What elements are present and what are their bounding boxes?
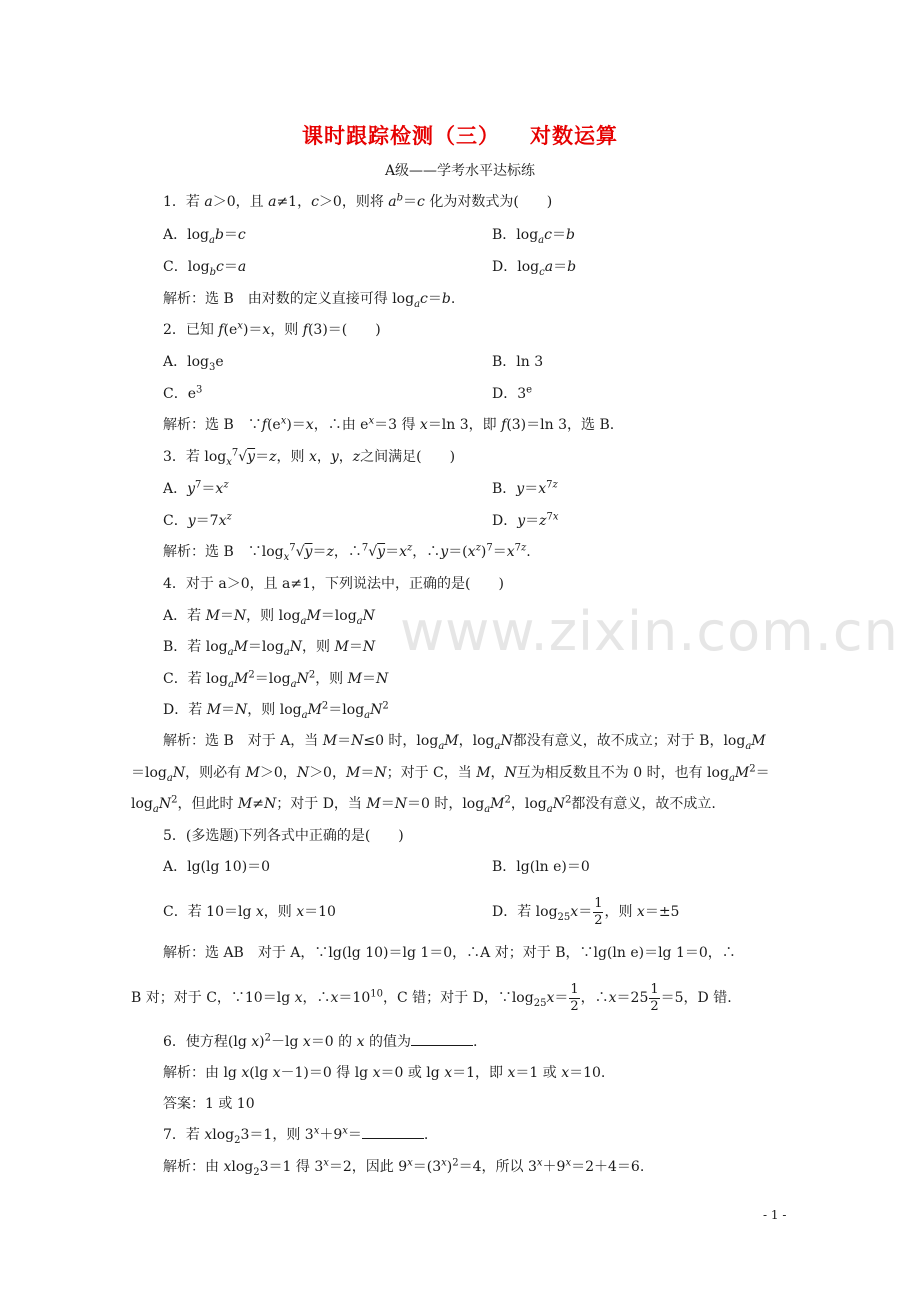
question-4-option-c: C．若 $\log_aM^2=\log_aN^2$，则 M＝N — [163, 669, 389, 690]
question-2-option-a: A．$\log_3e$ — [163, 354, 224, 373]
question-4-stem: 4．对于 a＞0，且 a≠1，下列说法中，正确的是( ) — [163, 576, 504, 592]
question-2-option-d: D．3e — [492, 384, 533, 402]
question-5-option-d: D．若 $\log_{25}x=$ $\frac{1}{2}$ ，则 x＝±5 — [492, 895, 680, 928]
question-3-option-a: A．$y^7=x^z$ — [163, 479, 229, 497]
question-4-option-b: B．若 $\log_aM=\log_aN$，则 M＝N — [163, 639, 376, 658]
question-7-stem: 7．若 xlog$_2$3＝1，则 $3^x+9^x=$ . — [163, 1125, 429, 1146]
question-4-option-a: A．若 M＝N，则 $\log_aM=\log_aN$ — [163, 608, 375, 627]
question-2-stem: 2．已知 $f(e^x)=x$，则 f(3)＝( ) — [163, 320, 381, 338]
question-5-stem: 5．(多选题)下列各式中正确的是( ) — [163, 828, 404, 844]
question-2-answer: 解析：选 B $\because f(e^x)=x$，∴由 $e^x=3$ 得 x＝ln 3，即 f(3)＝ln 3，选 B. — [163, 415, 615, 433]
question-5-answer-line-2: B 对；对于 C，∵10＝lg x，$\therefore x=10^{10}$，C 错；对于 D，$\because\log_{25}x=$ $\frac{1}{2}$ ，∴x＝25 $\frac{1}{2}$ ＝5，D 错. — [131, 981, 732, 1014]
question-6-answer: 解析：由 lg x(lg x－1)＝0 得 lg x＝0 或 lg x＝1，即 x＝1 或 x＝10. — [163, 1065, 606, 1081]
question-3-option-d: D．$y=z^{7x}$ — [492, 511, 559, 529]
question-3-answer: 解析：选 B $\because\log_x^7√y=z$，$\therefore^7√y=x^z$，$\therefore y=(x^z)^7=x^{7z}$. — [163, 542, 531, 563]
section-subtitle: A级——学考水平达标练 — [384, 163, 536, 179]
question-1-stem: 1．若 a＞0，且 a≠1，c＞0，则将 $a^b=c$ 化为对数式为( ) — [163, 192, 553, 210]
question-6-final-answer: 答案：1 或 10 — [163, 1096, 255, 1112]
question-3-option-b: B．$y=x^{7z}$ — [492, 479, 558, 497]
question-4-answer-line-1: 解析：选 B 对于 A，当 M＝N≤0 时，$\log_aM$，$\log_aN$都没有意义，故不成立；对于 B，$\log_aM$ — [163, 733, 766, 752]
page-title: 课时跟踪检测（三） 对数运算 — [302, 124, 618, 148]
watermark-text: www.zixin.com.cn — [400, 600, 899, 663]
question-5-option-b: B．lg(ln e)＝0 — [492, 859, 590, 875]
question-4-option-d: D．若 M＝N，则 $\log_aM^2=\log_aN^2$ — [163, 700, 389, 721]
question-1-option-a: A．$\log_ab=c$ — [163, 227, 246, 246]
fraction-half: $\frac{1}{2}$ — [594, 895, 603, 928]
question-6-stem: 6．使方程(lg x)$^2$－lg x＝0 的 x 的值为 . — [163, 1032, 478, 1050]
question-5-option-c: C．若 10＝lg x，则 x＝10 — [163, 904, 336, 920]
question-1-answer: 解析：选 B 由对数的定义直接可得 $\log_ac=b$. — [163, 291, 456, 310]
answer-blank — [411, 1033, 473, 1046]
question-2-option-c: C．$e^3$ — [163, 384, 203, 402]
question-4-answer-line-3: $\log_aN^2$，但此时 M≠N；对于 D，当 M＝N＝0 时，$\log_aM^2$，$\log_aN^2$都没有意义，故不成立. — [131, 794, 716, 815]
question-7-answer: 解析：由 xlog$_2$3＝1 得 $3^x=2$，因此 $9^x=(3^x)^2=4$，所以 $3^x+9^x=2+4=6$. — [163, 1157, 645, 1178]
question-1-option-b: B．$\log_ac=b$ — [492, 227, 575, 246]
page-number: - 1 - — [763, 1208, 787, 1222]
question-4-answer-line-2: $=\log_aN$，则必有 M＞0，N＞0，M＝N；对于 C，当 M，N互为相反数且不为 0 时，也有 $\log_aM^2=$ — [131, 763, 770, 784]
question-3-stem: 3．若 $\log_x^7√y=z$，则 x，y，z之间满足( ) — [163, 447, 456, 468]
question-1-option-c: C．$\log_bc=a$ — [163, 259, 247, 278]
question-1-option-d: D．$\log_ca=b$ — [492, 259, 577, 278]
question-3-option-c: C．$y=7x^z$ — [163, 511, 232, 529]
question-5-answer-line-1: 解析：选 AB 对于 A，∵lg(lg 10)＝lg 1＝0，∴A 对；对于 B，∵lg(ln e)＝lg 1＝0，∴ — [163, 945, 736, 961]
question-2-option-b: B．ln 3 — [492, 354, 544, 370]
question-5-option-a: A．lg(lg 10)＝0 — [163, 859, 271, 875]
answer-blank — [362, 1126, 424, 1139]
